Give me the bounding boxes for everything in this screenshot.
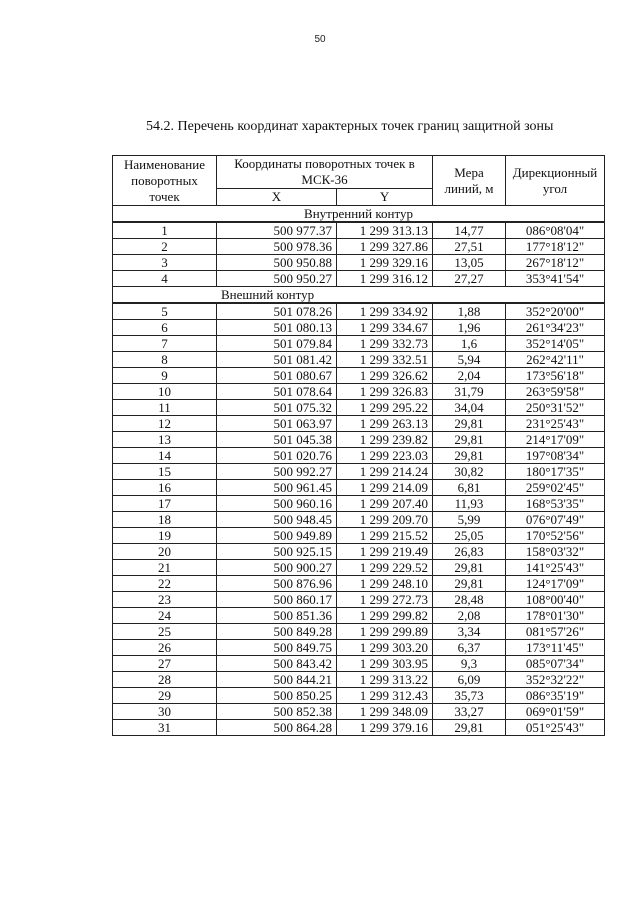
header-x: X — [217, 189, 337, 206]
direction-angle: 085°07'34" — [506, 656, 605, 672]
table-row — [113, 496, 605, 512]
point-number: 24 — [113, 608, 217, 624]
table-row — [113, 624, 605, 640]
line-length: 27,27 — [433, 271, 506, 287]
y-coordinate: 1 299 219.49 — [337, 544, 433, 560]
table-row — [113, 576, 605, 592]
table-row — [113, 544, 605, 560]
y-coordinate: 1 299 334.67 — [337, 320, 433, 336]
x-coordinate: 501 075.32 — [217, 400, 337, 416]
line-length: 6,81 — [433, 480, 506, 496]
line-length: 2,04 — [433, 368, 506, 384]
y-coordinate: 1 299 327.86 — [337, 239, 433, 255]
direction-angle: 214°17'09" — [506, 432, 605, 448]
table-row — [113, 704, 605, 720]
y-coordinate: 1 299 215.52 — [337, 528, 433, 544]
y-coordinate: 1 299 326.62 — [337, 368, 433, 384]
y-coordinate: 1 299 248.10 — [337, 576, 433, 592]
y-coordinate: 1 299 303.95 — [337, 656, 433, 672]
point-number: 12 — [113, 416, 217, 432]
point-number: 15 — [113, 464, 217, 480]
table-row — [113, 239, 605, 255]
direction-angle: 173°11'45" — [506, 640, 605, 656]
line-length: 27,51 — [433, 239, 506, 255]
direction-angle: 124°17'09" — [506, 576, 605, 592]
x-coordinate: 500 978.36 — [217, 239, 337, 255]
x-coordinate: 500 852.38 — [217, 704, 337, 720]
direction-angle: 180°17'35" — [506, 464, 605, 480]
y-coordinate: 1 299 332.73 — [337, 336, 433, 352]
table-body — [113, 206, 605, 736]
y-coordinate: 1 299 207.40 — [337, 496, 433, 512]
direction-angle: 353°41'54" — [506, 271, 605, 287]
table-row — [113, 448, 605, 464]
point-number: 23 — [113, 592, 217, 608]
line-length: 6,37 — [433, 640, 506, 656]
point-number: 31 — [113, 720, 217, 736]
point-number: 26 — [113, 640, 217, 656]
direction-angle: 261°34'23" — [506, 320, 605, 336]
line-length: 26,83 — [433, 544, 506, 560]
direction-angle: 081°57'26" — [506, 624, 605, 640]
point-number: 21 — [113, 560, 217, 576]
table-row — [113, 560, 605, 576]
table-row — [113, 352, 605, 368]
header-coordinates: Координаты поворотных точек в МСК-36 — [217, 156, 433, 189]
direction-angle: 158°03'32" — [506, 544, 605, 560]
y-coordinate: 1 299 303.20 — [337, 640, 433, 656]
x-coordinate: 501 079.84 — [217, 336, 337, 352]
line-length: 29,81 — [433, 720, 506, 736]
point-number: 1 — [113, 222, 217, 239]
x-coordinate: 500 948.45 — [217, 512, 337, 528]
point-number: 30 — [113, 704, 217, 720]
point-number: 9 — [113, 368, 217, 384]
line-length: 6,09 — [433, 672, 506, 688]
line-length: 5,94 — [433, 352, 506, 368]
direction-angle: 263°59'58" — [506, 384, 605, 400]
direction-angle: 259°02'45" — [506, 480, 605, 496]
point-number: 6 — [113, 320, 217, 336]
x-coordinate: 501 080.67 — [217, 368, 337, 384]
table-row — [113, 528, 605, 544]
x-coordinate: 500 950.27 — [217, 271, 337, 287]
table-row — [113, 480, 605, 496]
table-row — [113, 656, 605, 672]
direction-angle: 262°42'11" — [506, 352, 605, 368]
line-length: 29,81 — [433, 448, 506, 464]
point-number: 17 — [113, 496, 217, 512]
line-length: 25,05 — [433, 528, 506, 544]
x-coordinate: 500 860.17 — [217, 592, 337, 608]
line-length: 29,81 — [433, 560, 506, 576]
table-row — [113, 592, 605, 608]
page-number: 50 — [314, 34, 326, 45]
line-length: 3,34 — [433, 624, 506, 640]
line-length: 34,04 — [433, 400, 506, 416]
x-coordinate: 500 992.27 — [217, 464, 337, 480]
x-coordinate: 500 849.75 — [217, 640, 337, 656]
table-row — [113, 640, 605, 656]
x-coordinate: 500 900.27 — [217, 560, 337, 576]
x-coordinate: 500 961.45 — [217, 480, 337, 496]
x-coordinate: 500 844.21 — [217, 672, 337, 688]
point-number: 10 — [113, 384, 217, 400]
line-length: 5,99 — [433, 512, 506, 528]
table-row — [113, 303, 605, 320]
x-coordinate: 501 063.97 — [217, 416, 337, 432]
y-coordinate: 1 299 214.24 — [337, 464, 433, 480]
point-number: 4 — [113, 271, 217, 287]
y-coordinate: 1 299 332.51 — [337, 352, 433, 368]
direction-angle: 051°25'43" — [506, 720, 605, 736]
table-row — [113, 688, 605, 704]
x-coordinate: 500 851.36 — [217, 608, 337, 624]
line-length: 33,27 — [433, 704, 506, 720]
x-coordinate: 501 081.42 — [217, 352, 337, 368]
table-row — [113, 368, 605, 384]
line-length: 14,77 — [433, 222, 506, 239]
table-row — [113, 464, 605, 480]
line-length: 11,93 — [433, 496, 506, 512]
header-direction-angle: Дирекционный угол — [506, 156, 605, 206]
point-number: 22 — [113, 576, 217, 592]
direction-angle: 086°35'19" — [506, 688, 605, 704]
inner-contour-title: Внутренний контур — [113, 206, 605, 223]
table-row — [113, 416, 605, 432]
point-number: 5 — [113, 303, 217, 320]
y-coordinate: 1 299 209.70 — [337, 512, 433, 528]
line-length: 29,81 — [433, 416, 506, 432]
line-length: 31,79 — [433, 384, 506, 400]
x-coordinate: 500 876.96 — [217, 576, 337, 592]
direction-angle: 086°08'04" — [506, 222, 605, 239]
y-coordinate: 1 299 348.09 — [337, 704, 433, 720]
direction-angle: 177°18'12" — [506, 239, 605, 255]
point-number: 19 — [113, 528, 217, 544]
direction-angle: 108°00'40" — [506, 592, 605, 608]
x-coordinate: 500 925.15 — [217, 544, 337, 560]
direction-angle: 168°53'35" — [506, 496, 605, 512]
y-coordinate: 1 299 295.22 — [337, 400, 433, 416]
line-length: 29,81 — [433, 576, 506, 592]
direction-angle: 069°01'59" — [506, 704, 605, 720]
y-coordinate: 1 299 313.22 — [337, 672, 433, 688]
point-number: 16 — [113, 480, 217, 496]
outer-contour-title: Внешний контур — [113, 287, 605, 304]
line-length: 13,05 — [433, 255, 506, 271]
table-row — [113, 608, 605, 624]
direction-angle: 197°08'34" — [506, 448, 605, 464]
y-coordinate: 1 299 379.16 — [337, 720, 433, 736]
point-number: 18 — [113, 512, 217, 528]
x-coordinate: 500 960.16 — [217, 496, 337, 512]
direction-angle: 178°01'30" — [506, 608, 605, 624]
table-row — [113, 255, 605, 271]
table-row — [113, 336, 605, 352]
line-length: 28,48 — [433, 592, 506, 608]
direction-angle: 267°18'12" — [506, 255, 605, 271]
point-number: 27 — [113, 656, 217, 672]
point-number: 14 — [113, 448, 217, 464]
coordinates-table — [112, 155, 605, 736]
point-number: 7 — [113, 336, 217, 352]
direction-angle: 231°25'43" — [506, 416, 605, 432]
direction-angle: 352°20'00" — [506, 303, 605, 320]
y-coordinate: 1 299 239.82 — [337, 432, 433, 448]
point-number: 11 — [113, 400, 217, 416]
x-coordinate: 501 078.26 — [217, 303, 337, 320]
point-number: 8 — [113, 352, 217, 368]
point-number: 3 — [113, 255, 217, 271]
header-y: Y — [337, 189, 433, 206]
direction-angle: 352°14'05" — [506, 336, 605, 352]
direction-angle: 141°25'43" — [506, 560, 605, 576]
y-coordinate: 1 299 299.89 — [337, 624, 433, 640]
point-number: 13 — [113, 432, 217, 448]
line-length: 9,3 — [433, 656, 506, 672]
table-row — [113, 720, 605, 736]
point-number: 25 — [113, 624, 217, 640]
direction-angle: 250°31'52" — [506, 400, 605, 416]
x-coordinate: 500 849.28 — [217, 624, 337, 640]
direction-angle: 173°56'18" — [506, 368, 605, 384]
section-heading: 54.2. Перечень координат характерных точек границ защитной зоны — [146, 119, 554, 134]
x-coordinate: 500 949.89 — [217, 528, 337, 544]
table-row — [113, 512, 605, 528]
line-length: 30,82 — [433, 464, 506, 480]
x-coordinate: 500 864.28 — [217, 720, 337, 736]
table-row — [113, 432, 605, 448]
point-number: 20 — [113, 544, 217, 560]
x-coordinate: 501 080.13 — [217, 320, 337, 336]
y-coordinate: 1 299 223.03 — [337, 448, 433, 464]
y-coordinate: 1 299 329.16 — [337, 255, 433, 271]
y-coordinate: 1 299 299.82 — [337, 608, 433, 624]
line-length: 2,08 — [433, 608, 506, 624]
table-row — [113, 271, 605, 287]
table-row — [113, 384, 605, 400]
y-coordinate: 1 299 263.13 — [337, 416, 433, 432]
line-length: 1,88 — [433, 303, 506, 320]
table-header — [113, 156, 605, 206]
line-length: 29,81 — [433, 432, 506, 448]
direction-angle: 076°07'49" — [506, 512, 605, 528]
header-line-length: Мера линий, м — [433, 156, 506, 206]
point-number: 28 — [113, 672, 217, 688]
header-point-name: Наименование поворотных точек — [113, 156, 217, 206]
y-coordinate: 1 299 313.13 — [337, 222, 433, 239]
point-number: 2 — [113, 239, 217, 255]
x-coordinate: 500 850.25 — [217, 688, 337, 704]
y-coordinate: 1 299 316.12 — [337, 271, 433, 287]
x-coordinate: 500 950.88 — [217, 255, 337, 271]
line-length: 1,96 — [433, 320, 506, 336]
table-row — [113, 222, 605, 239]
table-row — [113, 320, 605, 336]
x-coordinate: 501 020.76 — [217, 448, 337, 464]
line-length: 35,73 — [433, 688, 506, 704]
direction-angle: 170°52'56" — [506, 528, 605, 544]
y-coordinate: 1 299 214.09 — [337, 480, 433, 496]
x-coordinate: 501 078.64 — [217, 384, 337, 400]
y-coordinate: 1 299 334.92 — [337, 303, 433, 320]
x-coordinate: 500 977.37 — [217, 222, 337, 239]
y-coordinate: 1 299 312.43 — [337, 688, 433, 704]
table-row — [113, 672, 605, 688]
x-coordinate: 500 843.42 — [217, 656, 337, 672]
x-coordinate: 501 045.38 — [217, 432, 337, 448]
point-number: 29 — [113, 688, 217, 704]
y-coordinate: 1 299 229.52 — [337, 560, 433, 576]
y-coordinate: 1 299 326.83 — [337, 384, 433, 400]
y-coordinate: 1 299 272.73 — [337, 592, 433, 608]
direction-angle: 352°32'22" — [506, 672, 605, 688]
table-row — [113, 400, 605, 416]
line-length: 1,6 — [433, 336, 506, 352]
